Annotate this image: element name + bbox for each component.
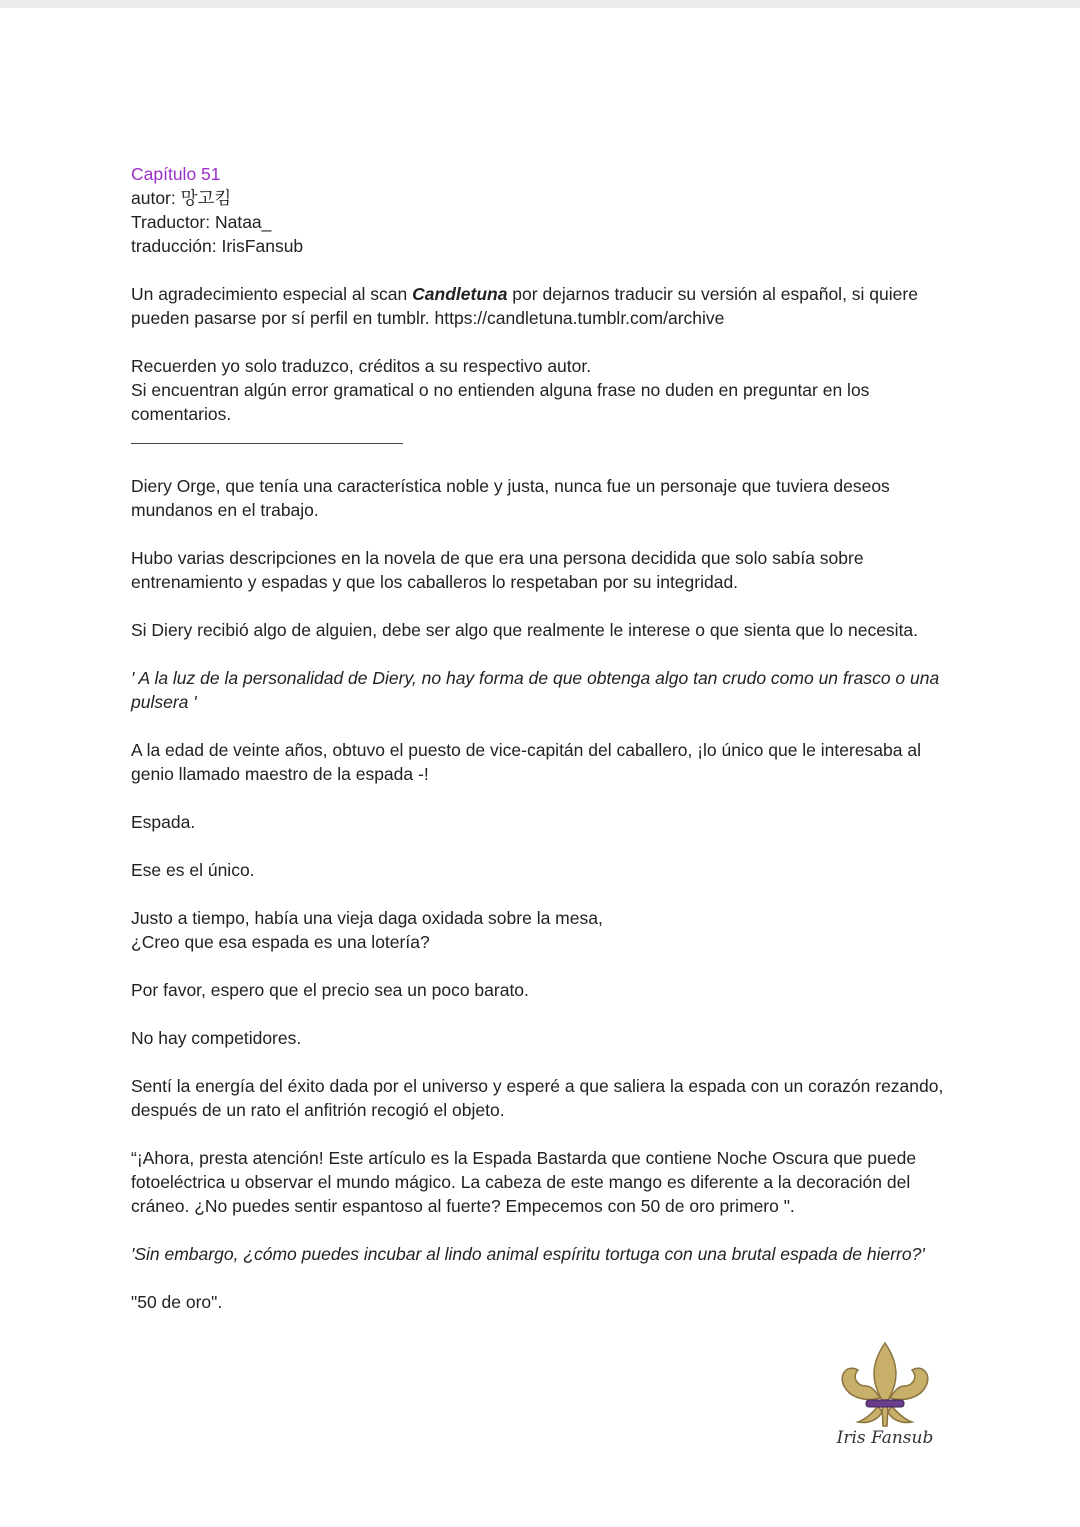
credits-note: Recuerden yo solo traduzco, créditos a su respectivo autor. (131, 356, 592, 376)
paragraph-2: Hubo varias descripciones en la novela de que era una persona decidida que solo sabía sobre entrenamiento y espadas y que los caballeros lo respetaban por su integridad. (131, 548, 864, 592)
translator-line: Traductor: Nataa_ (131, 212, 272, 232)
paragraph-9: Por favor, espero que el precio sea un poco barato. (131, 980, 529, 1000)
paragraph-11: Sentí la energía del éxito dada por el universo y esperé a que saliera la espada con un corazón rezando, después de un rato el anfitrión recogió el objeto. (131, 1076, 944, 1120)
top-bar (0, 0, 1080, 8)
author-line: autor: 망고킴 (131, 188, 232, 208)
paragraph-8 (131, 906, 961, 954)
document-body (131, 162, 961, 1338)
header-block (131, 162, 961, 258)
paragraph-8-line-2: ¿Creo que esa espada es una lotería? (131, 932, 430, 952)
separator-line (131, 443, 403, 444)
logo-text: Iris Fansub (836, 1428, 934, 1448)
paragraph-7: Ese es el único. (131, 860, 255, 880)
thanks-text-end: por dejarnos traducir su versión al español, si quiere pueden pasarse por sí perfil en tumblr. https://candletuna.tumblr.com/archive (131, 284, 918, 328)
scan-name: Candletuna (412, 284, 508, 304)
paragraph-13-thought: 'Sin embargo, ¿cómo puedes incubar al lindo animal espíritu tortuga con una brutal espada de hierro?' (131, 1244, 925, 1264)
fleur-de-lis-icon (830, 1340, 940, 1430)
chapter-title: Capítulo 51 (131, 164, 221, 184)
paragraph-5: A la edad de veinte años, obtuvo el puesto de vice-capitán del caballero, ¡lo único que le interesaba al genio llamado maestro de la espada -! (131, 740, 921, 784)
iris-fansub-logo (830, 1340, 940, 1460)
paragraph-3: Si Diery recibió algo de alguien, debe ser algo que realmente le interese o que sienta que lo necesita. (131, 620, 919, 640)
paragraph-12-dialogue: “¡Ahora, presta atención! Este artículo es la Espada Bastarda que contiene Noche Oscura que puede fotoeléctrica u observar el mundo mágico. La cabeza de este mango es diferente a la decoración del cráneo. ¿No puedes sentir espantoso al fuerte? Empecemos con 50 de oro primero ". (131, 1148, 917, 1216)
translation-line: traducción: IrisFansub (131, 236, 304, 256)
notes-paragraph (131, 354, 961, 426)
paragraph-14-dialogue: "50 de oro". (131, 1292, 223, 1312)
paragraph-6: Espada. (131, 812, 196, 832)
thanks-text-start: Un agradecimiento especial al scan (131, 284, 413, 304)
paragraph-10: No hay competidores. (131, 1028, 302, 1048)
errors-note: Si encuentran algún error gramatical o no entienden alguna frase no duden en preguntar en los comentarios. (131, 380, 870, 424)
paragraph-4-thought: ' A la luz de la personalidad de Diery, no hay forma de que obtenga algo tan crudo como un frasco o una pulsera ' (131, 668, 940, 712)
paragraph-1: Diery Orge, que tenía una característica noble y justa, nunca fue un personaje que tuviera deseos mundanos en el trabajo. (131, 476, 890, 520)
thanks-paragraph (131, 282, 961, 330)
paragraph-8-line-1: Justo a tiempo, había una vieja daga oxidada sobre la mesa, (131, 908, 603, 928)
